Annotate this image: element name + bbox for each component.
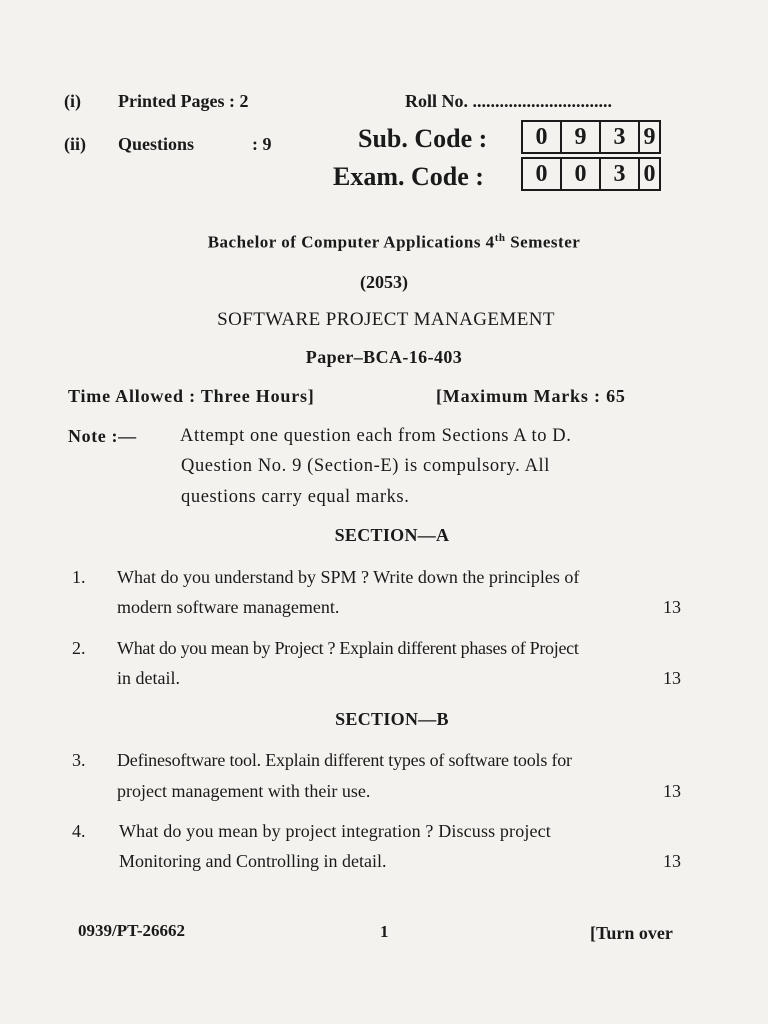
question-marks: 13 <box>663 851 681 871</box>
questions-num: (ii) <box>64 134 86 154</box>
turn-over: [Turn over <box>590 923 673 943</box>
note-line-3: questions carry equal marks. <box>181 487 410 507</box>
exam-code-digit: 0 <box>562 159 601 189</box>
sub-code-digit: 3 <box>601 122 640 152</box>
question-number: 1. <box>72 567 86 587</box>
roll-no: Roll No. ............................... <box>405 91 612 111</box>
time-allowed: Time Allowed : Three Hours] <box>68 386 315 406</box>
note-line-1: Attempt one question each from Sections A to D. <box>180 426 572 446</box>
question-text: What do you mean by Project ? Explain different phases of Project <box>117 638 579 658</box>
questions-label: Questions <box>118 134 195 154</box>
note-label: Note :— <box>68 426 137 446</box>
note-line-2: Question No. 9 (Section-E) is compulsory. All <box>181 456 551 476</box>
question-text: What do you understand by SPM ? Write down the principles of <box>117 567 580 587</box>
subject-title: SOFTWARE PROJECT MANAGEMENT <box>217 309 555 330</box>
page-number: 1 <box>380 922 389 941</box>
question-number: 4. <box>72 821 86 841</box>
question-text: What do you mean by project integration ? Discuss project <box>119 821 551 841</box>
sub-code-digit: 9 <box>643 123 656 150</box>
section-b-title: SECTION—B <box>335 709 449 729</box>
question-marks: 13 <box>663 668 681 688</box>
question-marks: 13 <box>663 781 681 801</box>
question-text: Definesoftware tool. Explain different types of software tools for <box>117 750 572 770</box>
sub-code-label: Sub. Code : <box>358 124 488 153</box>
printed-pages: Printed Pages : 2 <box>118 91 249 111</box>
exam-code-digit: 0 <box>643 160 656 187</box>
question-text: modern software management. <box>117 597 340 617</box>
question-number: 2. <box>72 638 86 658</box>
question-text: Monitoring and Controlling in detail. <box>119 851 387 871</box>
question-marks: 13 <box>663 597 681 617</box>
footer-code: 0939/PT-26662 <box>78 921 186 940</box>
course-title: Bachelor of Computer Applications 4th Semester <box>207 232 581 252</box>
question-text: project management with their use. <box>117 781 371 801</box>
year-code: (2053) <box>360 272 408 292</box>
maximum-marks: [Maximum Marks : 65 <box>436 386 626 406</box>
exam-code-digit: 3 <box>601 159 640 189</box>
question-text: in detail. <box>117 668 180 688</box>
exam-code-digit: 0 <box>523 159 562 189</box>
paper-code: Paper–BCA-16-403 <box>305 347 463 367</box>
exam-code-label: Exam. Code : <box>333 162 484 191</box>
exam-code-boxes <box>521 157 661 191</box>
sub-code-digit: 9 <box>562 122 601 152</box>
questions-value: : 9 <box>252 134 272 154</box>
sub-code-boxes <box>521 120 661 154</box>
section-a-title: SECTION—A <box>334 525 450 545</box>
printed-pages-num: (i) <box>64 91 81 111</box>
sub-code-digit: 0 <box>523 122 562 152</box>
question-number: 3. <box>72 750 86 770</box>
